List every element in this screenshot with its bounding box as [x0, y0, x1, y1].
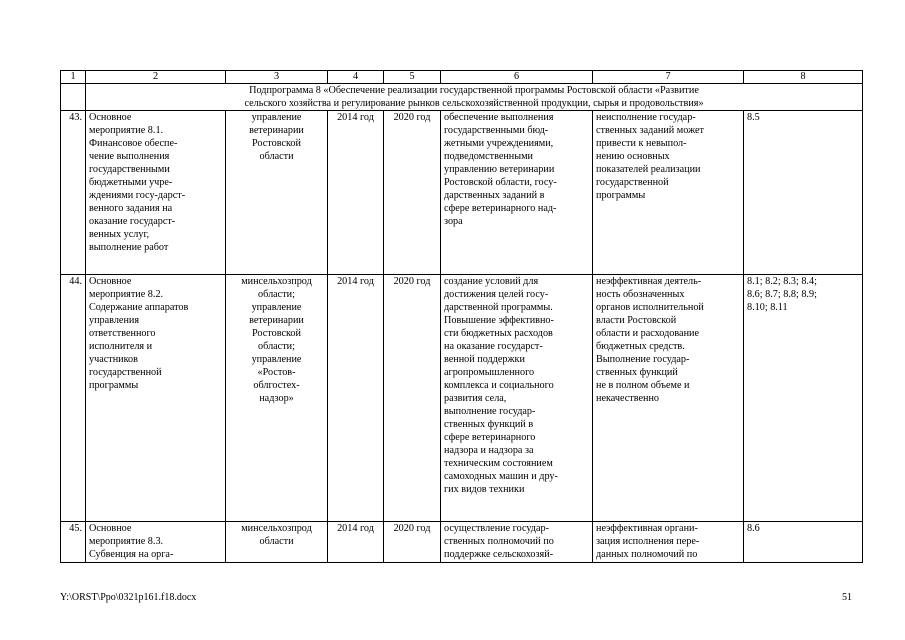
- text-line: управления: [89, 315, 140, 326]
- text-line: программы: [89, 380, 139, 391]
- row-number: 44.: [61, 275, 86, 522]
- text-line: данных полномочий по: [596, 549, 698, 560]
- indicators-cell: [744, 522, 863, 563]
- text-line: государственной: [596, 177, 669, 188]
- text-line: программы: [596, 190, 646, 201]
- start-year: 2014 год: [328, 275, 384, 522]
- text-line: Ростовской: [252, 138, 301, 149]
- text-line: гих видов техники: [444, 484, 525, 495]
- executor-cell: [226, 275, 328, 522]
- text-line: управление: [251, 112, 302, 123]
- page-number: 51: [842, 592, 852, 603]
- indicators-cell: [744, 111, 863, 275]
- header-cell: 8: [744, 71, 863, 84]
- header-row: [61, 71, 863, 84]
- text-line: области и расходование: [596, 328, 700, 339]
- text-line: минсельхозпрод: [241, 276, 312, 287]
- text-line: Выполнение государ-: [596, 354, 690, 365]
- text-line: Повышение эффективно-: [444, 315, 554, 326]
- table-row: [61, 522, 863, 563]
- text-line: области: [259, 536, 294, 547]
- result-cell: [441, 111, 593, 275]
- text-line: развития села,: [444, 393, 507, 404]
- result-cell: [441, 522, 593, 563]
- text-line: области;: [258, 289, 295, 300]
- text-line: не в полном объеме и: [596, 380, 690, 391]
- text-line: 8.6; 8.7; 8.8; 8.9;: [747, 289, 817, 300]
- text-line: зора: [444, 216, 463, 227]
- text-line: неисполнение государ-: [596, 112, 696, 123]
- text-line: неэффективная деятель-: [596, 276, 702, 287]
- text-line: сельского хозяйства и регулирование рынков сельскохозяйственной продукции, сырья и продовольствия»: [244, 98, 704, 109]
- text-line: поддержке сельскохозяй-: [444, 549, 554, 560]
- text-line: сти бюджетных расходов: [444, 328, 553, 339]
- start-year: 2014 год: [328, 522, 384, 563]
- consequences-cell: [593, 111, 744, 275]
- text-line: «Ростов-: [257, 367, 296, 378]
- text-line: оказание государст-: [89, 216, 176, 227]
- text-line: 8.1; 8.2; 8.3; 8.4;: [747, 276, 817, 287]
- text-line: ственных заданий может: [596, 125, 704, 136]
- row-number: 45.: [61, 522, 86, 563]
- header-cell: 2: [86, 71, 226, 84]
- text-line: сфере ветеринарного над-: [444, 203, 557, 214]
- text-line: ственных функций в: [444, 419, 534, 430]
- text-line: самоходных машин и дру-: [444, 471, 558, 482]
- text-line: ждениями госу-дарст-: [89, 190, 186, 201]
- start-year: 2014 год: [328, 111, 384, 275]
- table-row: [61, 111, 863, 275]
- text-line: Основное: [89, 523, 132, 534]
- programme-table: [60, 70, 863, 563]
- text-line: 8.5: [747, 112, 760, 123]
- event-cell: [86, 111, 226, 275]
- text-line: участников: [89, 354, 138, 365]
- header-cell: 4: [328, 71, 384, 84]
- text-line: надзора и надзора за: [444, 445, 534, 456]
- text-line: дарственных заданий в: [444, 190, 545, 201]
- consequences-cell: [593, 522, 744, 563]
- text-line: ответственного: [89, 328, 156, 339]
- text-line: бюджетными учре-: [89, 177, 173, 188]
- text-line: управлению ветеринарии: [444, 164, 555, 175]
- text-line: мероприятие 8.1.: [89, 125, 164, 136]
- text-line: обеспечение выполнения: [444, 112, 554, 123]
- text-line: Ростовской: [252, 328, 301, 339]
- text-line: управление: [251, 354, 302, 365]
- text-line: области;: [258, 341, 295, 352]
- text-line: Финансовое обеспе-: [89, 138, 178, 149]
- header-cell: 1: [61, 71, 86, 84]
- text-line: Подпрограмма 8 «Обеспечение реализации государственной программы Ростовской области «Развитие: [249, 85, 699, 96]
- event-cell: [86, 522, 226, 563]
- text-line: выполнение государ-: [444, 406, 536, 417]
- text-line: дарственной программы.: [444, 302, 553, 313]
- text-line: ветеринарии: [249, 125, 304, 136]
- text-line: венной поддержки: [444, 354, 525, 365]
- text-line: комплекса и социального: [444, 380, 554, 391]
- text-line: государственными: [89, 164, 170, 175]
- text-line: на оказание государст-: [444, 341, 543, 352]
- text-line: ственных функций: [596, 367, 678, 378]
- text-line: мероприятие 8.3.: [89, 536, 164, 547]
- end-year: 2020 год: [384, 111, 441, 275]
- header-cell: 3: [226, 71, 328, 84]
- file-path: Y:\ORST\Ppo\0321p161.f18.docx: [60, 592, 197, 603]
- text-line: государственной: [89, 367, 162, 378]
- text-line: минсельхозпрод: [241, 523, 312, 534]
- text-line: Субвенция на орга-: [89, 549, 174, 560]
- indicators-cell: [744, 275, 863, 522]
- text-line: мероприятие 8.2.: [89, 289, 164, 300]
- text-line: Основное: [89, 276, 132, 287]
- row-number: 43.: [61, 111, 86, 275]
- end-year: 2020 год: [384, 522, 441, 563]
- text-line: области: [259, 151, 294, 162]
- text-line: сфере ветеринарного: [444, 432, 536, 443]
- text-line: бюджетных средств.: [596, 341, 685, 352]
- text-line: агропромышленного: [444, 367, 535, 378]
- subprogram-title: [86, 84, 863, 111]
- event-cell: [86, 275, 226, 522]
- text-line: показателей реализации: [596, 164, 701, 175]
- text-line: венных услуг,: [89, 229, 150, 240]
- text-line: нению основных: [596, 151, 670, 162]
- text-line: надзор»: [259, 393, 294, 404]
- end-year: 2020 год: [384, 275, 441, 522]
- text-line: 8.6: [747, 523, 760, 534]
- text-line: облгостех-: [253, 380, 300, 391]
- text-line: создание условий для: [444, 276, 539, 287]
- subprogram-row: [61, 84, 863, 111]
- text-line: ность обозначенных: [596, 289, 685, 300]
- text-line: ственных полномочий по: [444, 536, 554, 547]
- empty-cell: [61, 84, 86, 111]
- text-line: техническим состоянием: [444, 458, 553, 469]
- text-line: исполнителя и: [89, 341, 153, 352]
- text-line: венного задания на: [89, 203, 173, 214]
- executor-cell: [226, 111, 328, 275]
- text-line: Основное: [89, 112, 132, 123]
- text-line: чение выполнения: [89, 151, 170, 162]
- text-line: ветеринарии: [249, 315, 304, 326]
- executor-cell: [226, 522, 328, 563]
- text-line: 8.10; 8.11: [747, 302, 788, 313]
- consequences-cell: [593, 275, 744, 522]
- text-line: управление: [251, 302, 302, 313]
- text-line: зация исполнения пере-: [596, 536, 700, 547]
- header-cell: 5: [384, 71, 441, 84]
- text-line: Ростовской области, госу-: [444, 177, 557, 188]
- header-cell: 6: [441, 71, 593, 84]
- text-line: осуществление государ-: [444, 523, 549, 534]
- result-cell: [441, 275, 593, 522]
- text-line: жетными учреждениями,: [444, 138, 554, 149]
- text-line: подведомственными: [444, 151, 533, 162]
- text-line: власти Ростовской: [596, 315, 677, 326]
- text-line: органов исполнительной: [596, 302, 704, 313]
- text-line: неэффективная органи-: [596, 523, 698, 534]
- text-line: некачественно: [596, 393, 660, 404]
- header-cell: 7: [593, 71, 744, 84]
- text-line: Содержание аппаратов: [89, 302, 189, 313]
- text-line: выполнение работ: [89, 242, 169, 253]
- text-line: достижения целей госу-: [444, 289, 549, 300]
- text-line: государственными бюд-: [444, 125, 549, 136]
- text-line: привести к невыпол-: [596, 138, 687, 149]
- table-row: [61, 275, 863, 522]
